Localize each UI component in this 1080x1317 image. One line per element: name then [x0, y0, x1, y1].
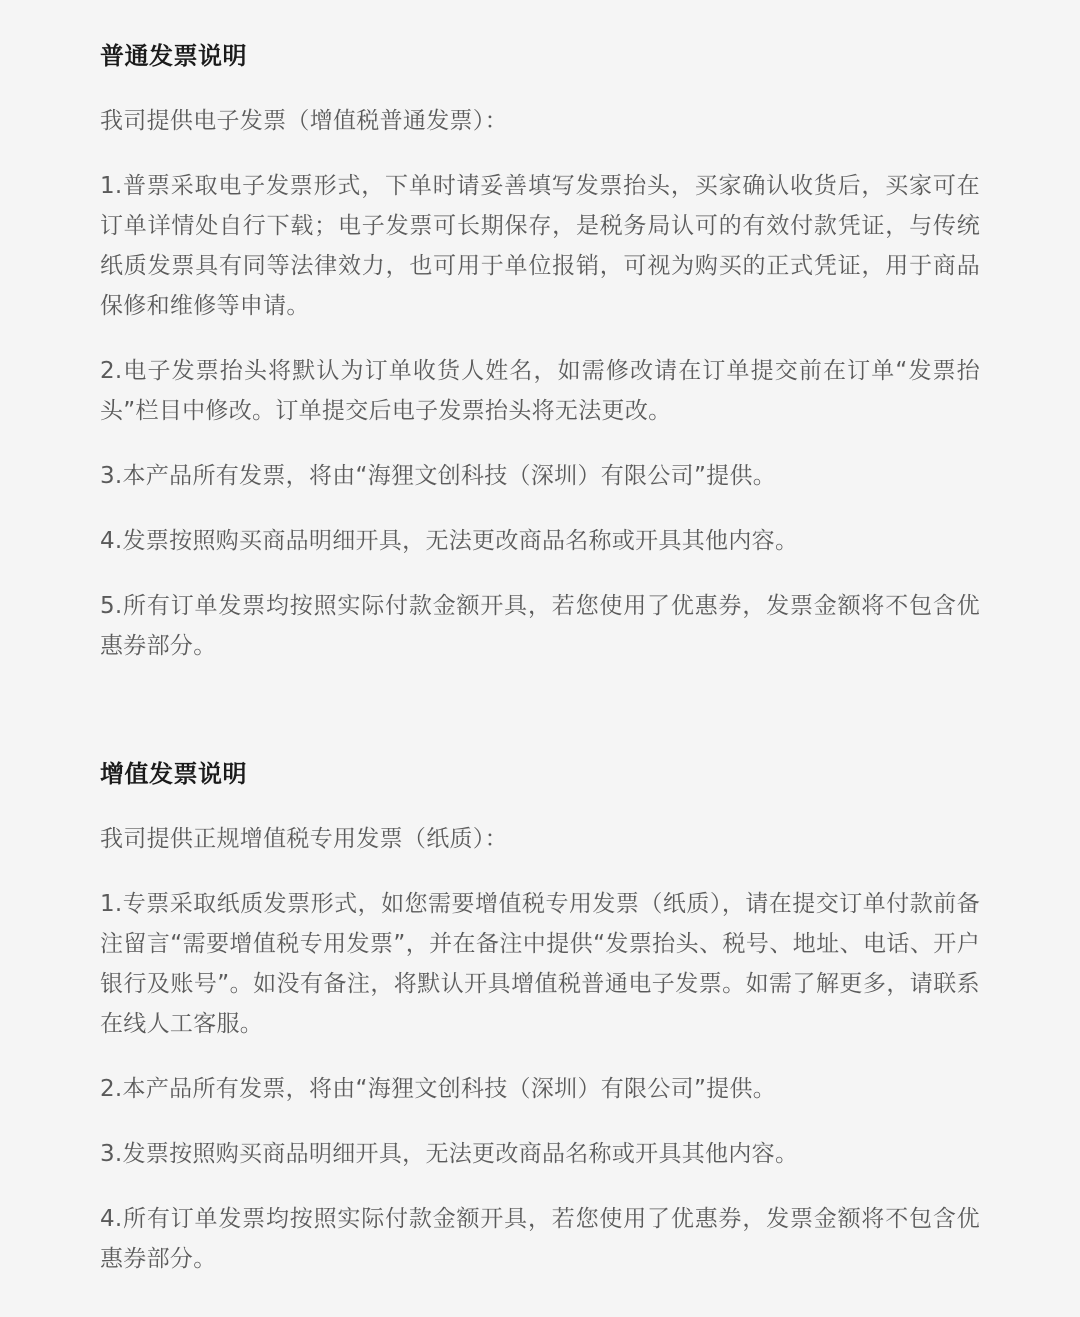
section-title: 增值发票说明 — [100, 760, 247, 788]
list-item: 1.专票采取纸质发票形式，如您需要增值税专用发票（纸质），请在提交订单付款前备注留言“需要增值税专用发票”，并在备注中提供“发票抬头、税号、地址、电话、开户银行及账号”。如没有备注，将默认开具增值税普通电子发票。如需了解更多，请联系在线人工客服。 — [100, 891, 980, 1037]
section-intro: 我司提供正规增值税专用发票（纸质）： — [100, 826, 508, 852]
vat-invoice-section — [100, 754, 980, 1279]
list-item: 3.本产品所有发票，将由“海狸文创科技（深圳）有限公司”提供。 — [100, 463, 777, 489]
list-item: 5.所有订单发票均按照实际付款金额开具，若您使用了优惠券，发票金额将不包含优惠券部分。 — [100, 593, 980, 659]
list-item: 3.发票按照购买商品明细开具，无法更改商品名称或开具其他内容。 — [100, 1141, 799, 1167]
section-intro: 我司提供电子发票（增值税普通发票）： — [100, 108, 508, 134]
list-item: 1.普票采取电子发票形式，下单时请妥善填写发票抬头，买家确认收货后，买家可在订单详情处自行下载；电子发票可长期保存，是税务局认可的有效付款凭证，与传统纸质发票具有同等法律效力，也可用于单位报销，可视为购买的正式凭证，用于商品保修和维修等申请。 — [100, 173, 980, 319]
list-item: 2.电子发票抬头将默认为订单收货人姓名，如需修改请在订单提交前在订单“发票抬头”栏目中修改。订单提交后电子发票抬头将无法更改。 — [100, 358, 980, 424]
general-invoice-section — [100, 36, 980, 666]
list-item: 4.所有订单发票均按照实际付款金额开具，若您使用了优惠券，发票金额将不包含优惠券部分。 — [100, 1206, 980, 1272]
section-title: 普通发票说明 — [100, 42, 247, 70]
list-item: 4.发票按照购买商品明细开具，无法更改商品名称或开具其他内容。 — [100, 528, 799, 554]
list-item: 2.本产品所有发票，将由“海狸文创科技（深圳）有限公司”提供。 — [100, 1076, 777, 1102]
